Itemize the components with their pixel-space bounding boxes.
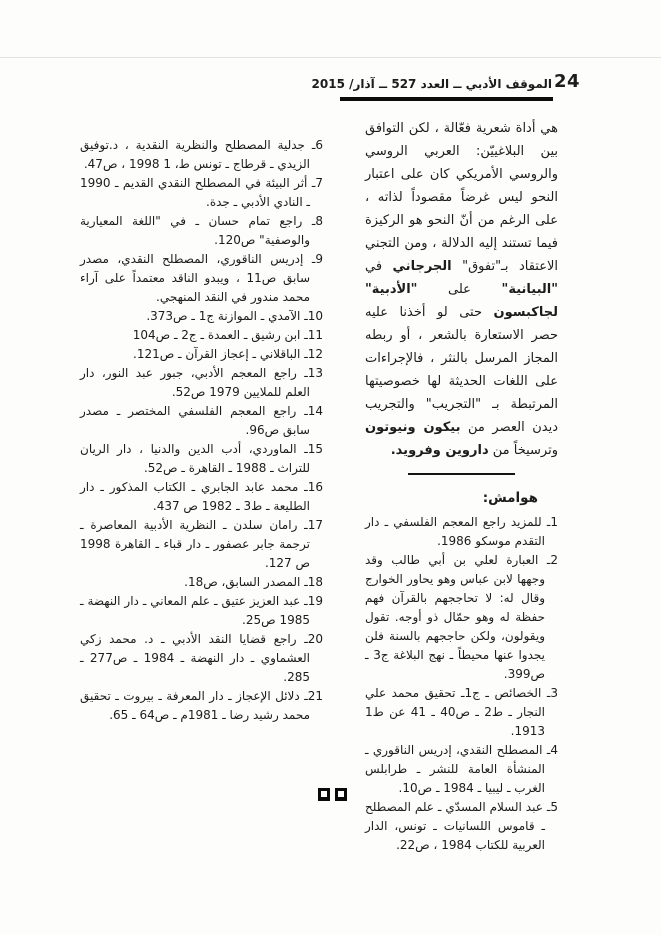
footnote-text: محمد عابد الجابري ـ الكتاب المذكور ـ دار الطليعة ـ ط3 ـ 1982 ص 437.	[80, 480, 310, 513]
footnote-number: 14ـ	[296, 404, 323, 418]
footnote-text: جدلية المصطلح والنظرية النقدية ، د.توفيق الزيدي ـ قرطاج ـ تونس ط، 1 1998 ، ص47.	[80, 138, 310, 171]
footnote-number: 18ـ	[300, 575, 323, 589]
footnote-text: راجع تمام حسان ـ في "اللغة المعيارية والوصفية" ص120.	[80, 214, 310, 247]
footnote-text: رامان سلدن ـ النظرية الأدبية المعاصرة ـ ترجمة جابر عصفور ـ دار قباء ـ القاهرة 1998 ص 127.	[80, 518, 310, 570]
footnote-number: 16ـ	[298, 480, 323, 494]
footnote-text: راجع المعجم الأدبي، جبور عبد النور، دار العلم للملايين 1979 ص52.	[80, 366, 310, 399]
footnote-item-1	[365, 513, 558, 551]
article-paragraph	[365, 117, 558, 462]
footnote-text: إدريس الناقوري، المصطلح النقدي، مصدر سابق ص11 ، ويبدو الناقد معتمداً على آراء محمد مندور في النقد المنهجي.	[80, 252, 311, 304]
footnote-number: 19ـ	[300, 594, 323, 608]
footnote-text: عبد العزيز عتيق ـ علم المعاني ـ دار النهضة ـ 1985 ص25.	[80, 594, 310, 627]
footnote-item-12	[80, 345, 323, 364]
footnote-number: 7ـ	[307, 176, 323, 190]
footnote-text: أثر البيئة في المصطلح النقدي القديم ـ 1990 ـ النادي الأدبي ـ جدة.	[80, 176, 310, 209]
footnote-number: 9ـ	[303, 252, 323, 266]
body-text: على	[417, 282, 502, 297]
footnote-item-5	[365, 798, 558, 855]
left-column	[80, 129, 323, 725]
footnote-text: الآمدي ـ الموازنة ج1 ـ ص373.	[146, 309, 301, 323]
body-text: هي أداة شعرية فعّالة ، لكن التوافق بين البلاغييّن: العربي الروسي والروسي الأمريكي كان على اعتبار النحو ليس غرضاً مقصوداً لذاته ، على الرغم من أنّ النحو هو الركيزة فيما تستند إليه الدلالة ، ومن التجني الاعتقاد بـ"تفوق"	[365, 121, 558, 274]
footnote-number: 1ـ	[541, 515, 558, 529]
footnote-text: ابن رشيق ـ العمدة ـ ج2 ـ ص104	[132, 328, 301, 342]
footnote-text: الماوردي، أدب الدين والدنيا ، دار الريان للتراث ـ 1988 ـ القاهرة ـ ص52.	[80, 442, 310, 475]
footnote-text: للمزيد راجع المعجم الفلسفي ـ دار التقدم موسكو 1986.	[365, 515, 545, 548]
emphasized-text: "البيانية"	[501, 282, 558, 297]
footnote-item-3	[365, 684, 558, 741]
footnote-item-15	[80, 440, 323, 478]
footnote-item-16	[80, 478, 323, 516]
footnote-number: 12ـ	[300, 347, 323, 361]
footnote-item-20	[80, 630, 323, 687]
end-of-article-marks	[318, 788, 347, 801]
footnote-item-10	[80, 307, 323, 326]
body-text: حتى لو أخذنا عليه حصر الاستعارة بالشعر ، أو ربطه المجاز المرسل بالنثر ، فالإجراءات على اللغات الحديثة لها خصوصيتها المرتبطة بـ "التجريب" والتجريب ديدن العصر من	[365, 305, 558, 435]
body-text: وترسيخاً من	[488, 443, 558, 458]
footnote-item-13	[80, 364, 323, 402]
footnote-item-9	[80, 250, 323, 307]
scan-edge-line	[0, 57, 661, 58]
footnote-number: 8ـ	[302, 214, 323, 228]
footnote-item-21	[80, 687, 323, 725]
footnote-item-2	[365, 551, 558, 684]
footnote-item-19	[80, 592, 323, 630]
footnote-item-4	[365, 741, 558, 798]
footnote-item-11	[80, 326, 323, 345]
footnote-number: 15ـ	[296, 442, 323, 456]
emphasized-text: الجرجاني	[392, 259, 452, 274]
footnote-number: 3ـ	[541, 686, 558, 700]
footnote-item-7	[80, 174, 323, 212]
footnote-number: 21ـ	[299, 689, 323, 703]
emphasized-text: "الأدبية" لجاكبسون	[365, 282, 558, 320]
footnote-item-6	[80, 136, 323, 174]
footnote-text: راجع قضايا النقد الأدبي ـ د. محمد زكي العشماوي ـ دار النهضة ـ 1984 ـ ص277 ـ 285.	[80, 632, 310, 684]
footnote-number: 13ـ	[296, 366, 323, 380]
footnote-number: 6ـ	[304, 138, 323, 152]
footnote-number: 11ـ	[300, 328, 323, 342]
footnote-text: عبد السلام المسدّي ـ علم المصطلح ـ قاموس اللسانيات ـ تونس، الدار العربية للكتاب 1984 ، ص22.	[365, 800, 545, 852]
footnote-text: المصدر السابق، ص18.	[184, 575, 301, 589]
journal-title: الموقف الأدبي ــ العدد 527 ــ آذار/ 2015	[311, 77, 552, 91]
emphasized-text: داروين وفرويد.	[390, 443, 489, 458]
footnote-separator	[408, 473, 515, 475]
emphasized-text: بيكون ونيوتون	[365, 420, 461, 435]
footnote-number: 2ـ	[538, 553, 558, 567]
footnote-list-right	[365, 513, 558, 855]
footnote-text: راجع المعجم الفلسفي المختصر ـ مصدر سابق ص96.	[80, 404, 310, 437]
footnote-text: العبارة لعلي بن أبي طالب وقد وجهها لابن عباس وهو يحاور الخوارج وقال له: لا تحاججهم بالقرآن فهم حفظة له وهو حمّال ذو أوجه. تقول ويقولون، ولكن حاججهم بالسنة فلن يجدوا عنها محيطاً ـ نهج البلاغة ج3 ـ ص399.	[365, 553, 545, 681]
footnote-number: 5ـ	[542, 800, 558, 814]
right-column	[365, 117, 558, 855]
footnote-item-18	[80, 573, 323, 592]
footnote-list-left	[80, 136, 323, 725]
footnote-text: الباقلاني ـ إعجاز القرآن ـ ص121.	[133, 347, 301, 361]
end-square-icon	[335, 788, 347, 801]
footnote-text: دلائل الإعجاز ـ دار المعرفة ـ بيروت ـ تحقيق محمد رشيد رضا ـ 1981م ـ ص64 ـ 65.	[80, 689, 310, 722]
footnote-number: 17ـ	[297, 518, 323, 532]
footnotes-heading: هوامش:	[482, 490, 538, 506]
footnote-item-17	[80, 516, 323, 573]
footnote-text: الخصائص ـ ج1ـ تحقيق محمد علي النجار ـ ط2 ـ ص40 ـ 41 عن ط1 1913.	[365, 686, 545, 738]
footnote-item-14	[80, 402, 323, 440]
footnote-number: 20ـ	[296, 632, 323, 646]
footnote-number: 10ـ	[300, 309, 323, 323]
header-rule	[340, 97, 553, 101]
footnote-item-8	[80, 212, 323, 250]
end-square-icon	[318, 788, 330, 801]
footnote-number: 4ـ	[542, 743, 558, 757]
body-text: في	[365, 259, 393, 274]
footnote-text: المصطلح النقدي، إدريس الناقوري ـ المنشأة العامة للنشر ـ طرابلس الغرب ـ ليبيا ـ 1984 ـ ص10.	[365, 743, 545, 795]
page-number: 24	[554, 71, 581, 92]
